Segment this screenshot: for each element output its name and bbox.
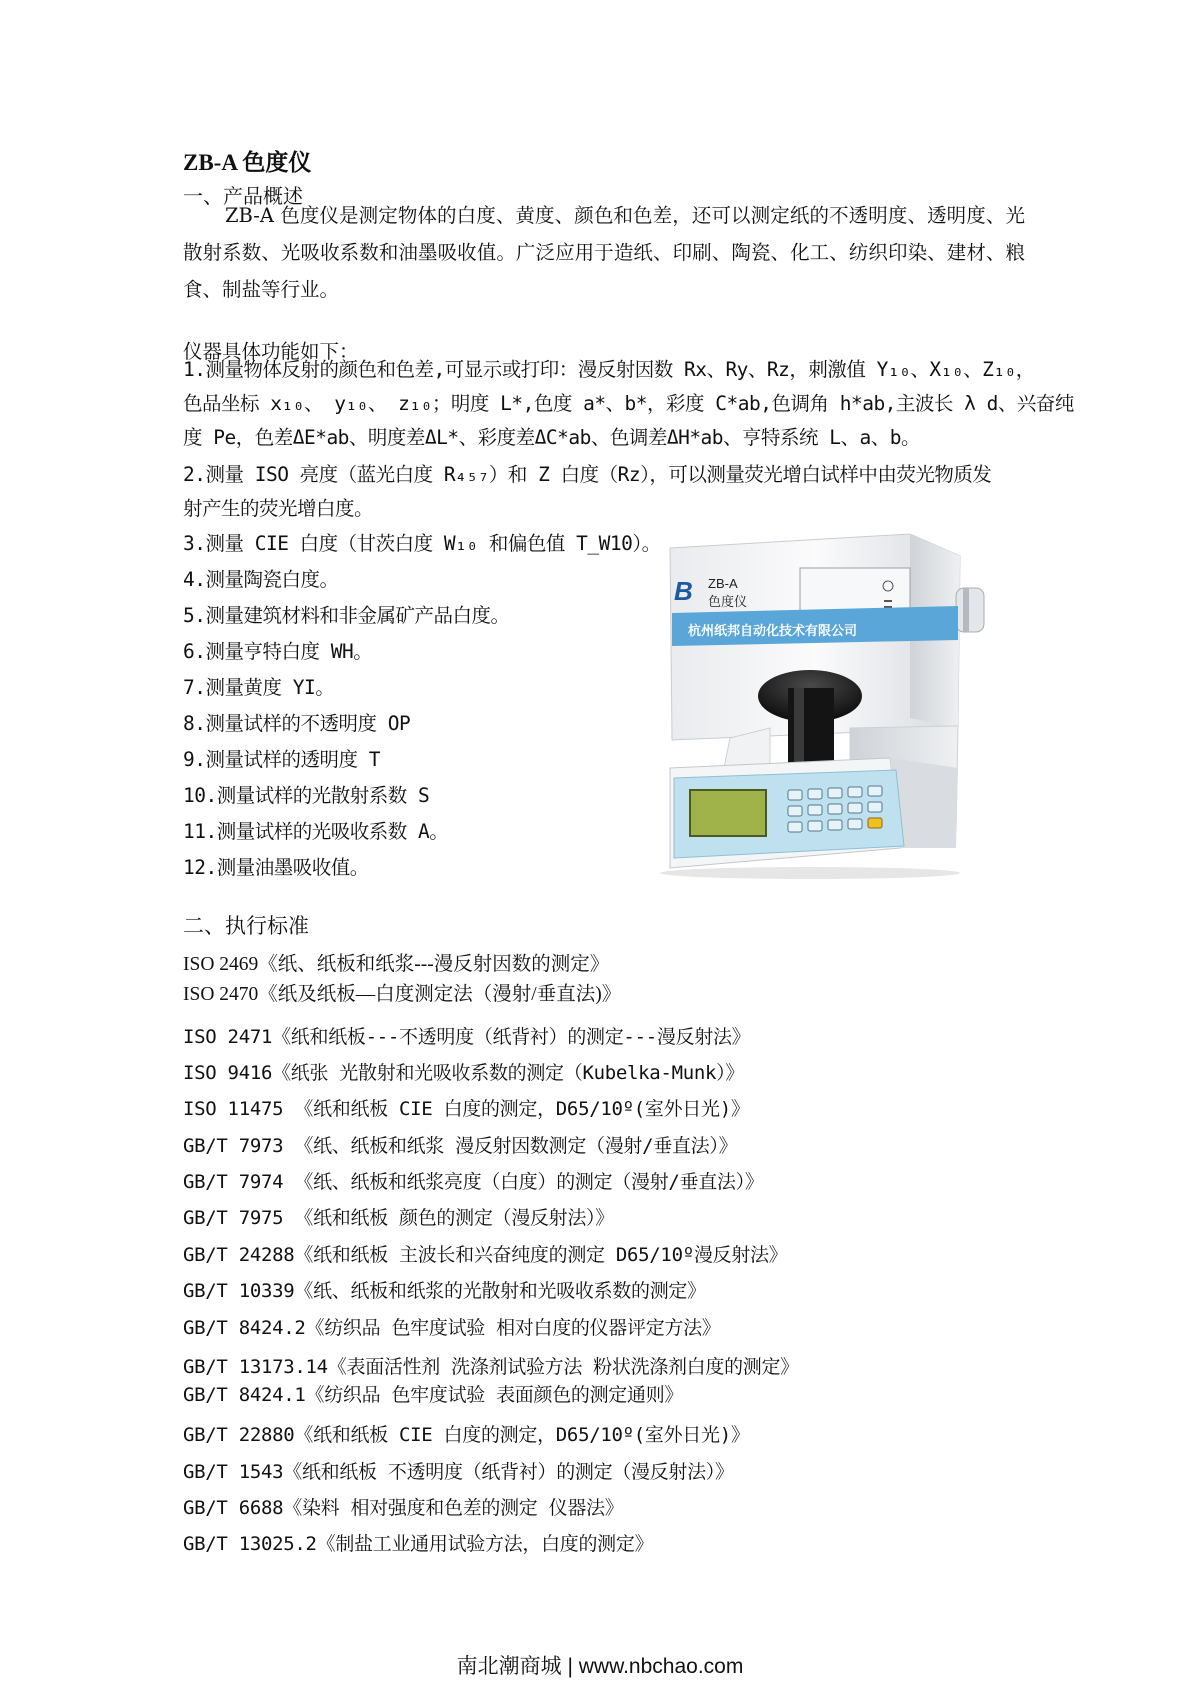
company-banner-text: 杭州纸邦自动化技术有限公司 <box>688 624 858 639</box>
feature-line: 2.测量 ISO 亮度（蓝光白度 R₄₅₇）和 Z 白度（Rz），可以测量荧光增白试样中由荧光物质发 <box>183 463 992 486</box>
standard-item: ISO 11475 《纸和纸板 CIE 白度的测定，D65/10º(室外日光)》 <box>183 1098 750 1120</box>
standard-item: ISO 2471《纸和纸板---不透明度（纸背衬）的测定---漫反射法》 <box>183 1026 751 1048</box>
feature-line: 9.测量试样的透明度 T <box>183 748 380 771</box>
standard-item: ISO 2469《纸、纸板和纸浆---漫反射因数的测定》 <box>183 954 610 975</box>
device-name-label: 色度仪 <box>708 595 748 610</box>
section-heading-standards: 二、执行标准 <box>183 914 309 938</box>
standard-item: GB/T 8424.1《纺织品 色牢度试验 表面颜色的测定通则》 <box>183 1384 684 1406</box>
standard-item: GB/T 13025.2《制盐工业通用试验方法，白度的测定》 <box>183 1533 654 1555</box>
standard-item: GB/T 8424.2《纺织品 色牢度试验 相对白度的仪器评定方法》 <box>183 1317 721 1339</box>
feature-line: 7.测量黄度 YI。 <box>183 676 335 699</box>
feature-line: 8.测量试样的不透明度 OP <box>183 712 411 735</box>
feature-line: 3.测量 CIE 白度（甘茨白度 W₁₀ 和偏色值 T_W10）。 <box>183 532 661 555</box>
footer: 南北潮商城 | www.nbchao.com <box>456 1655 744 1678</box>
feature-line: 射产生的荧光增白度。 <box>183 497 374 520</box>
page-title: ZB-A 色度仪 <box>183 150 312 175</box>
feature-line: 6.测量亨特白度 WH。 <box>183 640 373 663</box>
standard-item: GB/T 10339《纸、纸板和纸浆的光散射和光吸收系数的测定》 <box>183 1280 706 1302</box>
overview-paragraph: ZB-A 色度仪是测定物体的白度、黄度、颜色和色差，还可以测定纸的不透明度、透明度、光散射系数、光吸收系数和油墨吸收值。广泛应用于造纸、印刷、陶瓷、化工、纺织印染、建材、粮食、制盐等行业。 <box>183 204 1025 301</box>
standard-item: GB/T 6688《染料 相对强度和色差的测定 仪器法》 <box>183 1497 624 1519</box>
logo-icon: B <box>674 576 693 606</box>
standard-item: GB/T 22880《纸和纸板 CIE 白度的测定，D65/10º(室外日光)》 <box>183 1424 750 1446</box>
product-photo <box>660 528 1005 928</box>
standard-item: GB/T 7975 《纸和纸板 颜色的测定（漫反射法）》 <box>183 1207 614 1229</box>
feature-line: 色品坐标 x₁₀、 y₁₀、 z₁₀；明度 L*,色度 a*、b*，彩度 C*ab,色调角 h*ab,主波长 λ d、兴奋纯 <box>183 392 1074 415</box>
features-intro: 仪器具体功能如下： <box>183 340 359 363</box>
standard-item: GB/T 1543《纸和纸板 不透明度（纸背衬）的测定（漫反射法）》 <box>183 1461 734 1483</box>
feature-line: 1.测量物体反射的颜色和色差,可显示或打印：漫反射因数 Rx、Ry、Rz，刺激值 Y₁₀、X₁₀、Z₁₀， <box>183 358 1035 381</box>
feature-line: 度 Pe，色差ΔE*ab、明度差ΔL*、彩度差ΔC*ab、色调差ΔH*ab、亨特系统 L、a、b。 <box>183 426 921 449</box>
feature-line: 10.测量试样的光散射系数 S <box>183 784 430 807</box>
standard-item: GB/T 24288《纸和纸板 主波长和兴奋纯度的测定 D65/10º漫反射法》 <box>183 1244 788 1266</box>
standard-item: GB/T 7974 《纸、纸板和纸浆亮度（白度）的测定（漫射/垂直法）》 <box>183 1171 764 1193</box>
standard-item: GB/T 7973 《纸、纸板和纸浆 漫反射因数测定（漫射/垂直法）》 <box>183 1135 738 1157</box>
section-heading-overview: 一、产品概述 <box>183 184 303 208</box>
standard-item: GB/T 13173.14《表面活性剂 洗涤剂试验方法 粉状洗涤剂白度的测定》 <box>183 1356 799 1378</box>
standard-item: ISO 9416《纸张 光散射和光吸收系数的测定（Kubelka-Munk）》 <box>183 1062 745 1084</box>
device-model-label: ZB-A <box>708 576 738 591</box>
feature-line: 4.测量陶瓷白度。 <box>183 568 339 591</box>
feature-line: 11.测量试样的光吸收系数 A。 <box>183 820 449 843</box>
standard-item: ISO 2470《纸及纸板—白度测定法（漫射/垂直法)》 <box>183 984 622 1005</box>
feature-line: 12.测量油墨吸收值。 <box>183 856 369 879</box>
feature-line: 5.测量建筑材料和非金属矿产品白度。 <box>183 604 510 627</box>
